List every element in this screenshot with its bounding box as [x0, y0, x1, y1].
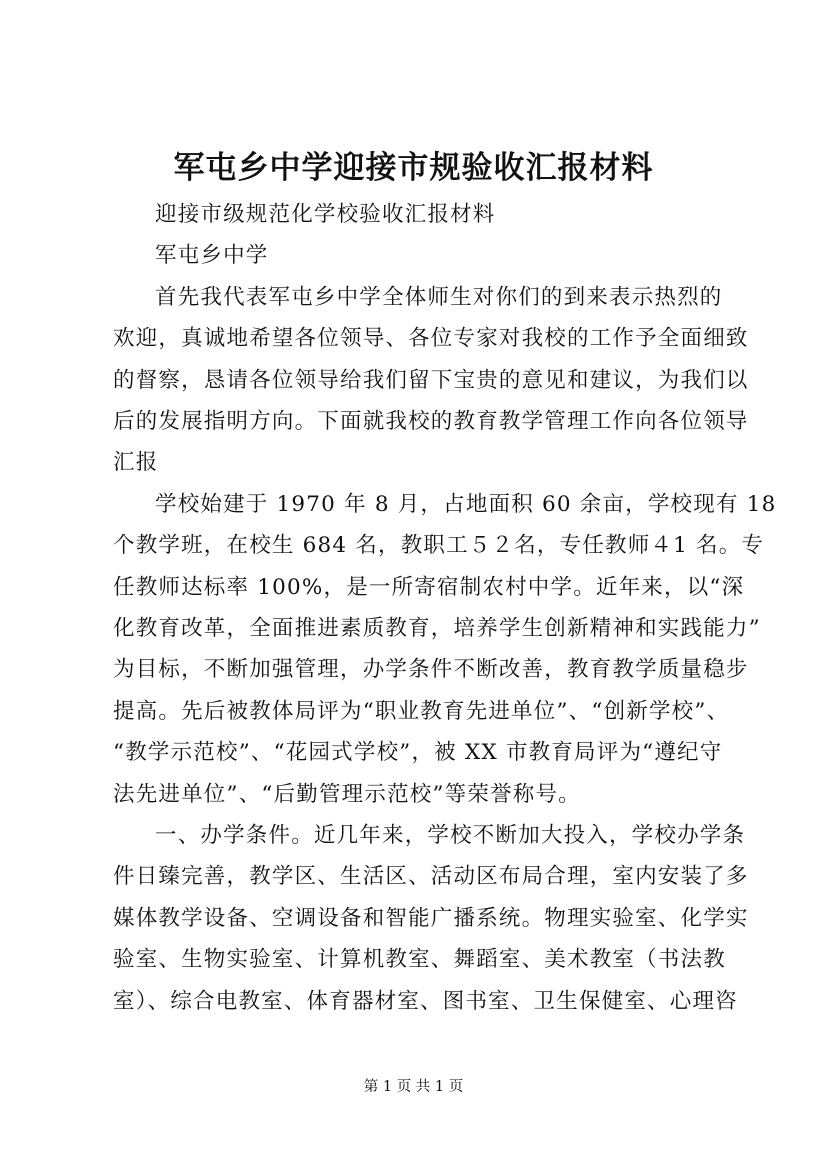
paragraph3-line: 室）、综合电教室、体育器材室、图书室、卫生保健室、心理咨	[113, 989, 738, 1014]
paragraph2-line: 任教师达标率 100%，是一所寄宿制农村中学。近年来，以“深	[113, 575, 745, 600]
document-title: 军屯乡中学迎接市规验收汇报材料	[173, 150, 654, 186]
subtitle-line: 迎接市级规范化学校验收汇报材料	[155, 202, 496, 227]
paragraph2-line: 为目标，不断加强管理，办学条件不断改善，教育教学质量稳步	[113, 657, 749, 682]
paragraph2-line: 个教学班，在校生 684 名，教职工５２名，专任教师４1 名。专	[113, 533, 765, 558]
page-footer: 第 1 页 共 1 页	[363, 1079, 464, 1095]
paragraph2-line: 学校始建于 1970 年 8 月，占地面积 60 余亩，学校现有 18	[155, 492, 777, 517]
paragraph3-line: 一、办学条件。近几年来，学校不断加大投入，学校办学条	[155, 823, 746, 848]
paragraph2-line: 法先进单位”、“后勤管理示范校”等荣誉称号。	[113, 782, 581, 807]
paragraph3-line: 验室、生物实验室、计算机教室、舞蹈室、美术教室（书法教	[113, 947, 726, 972]
paragraph3-line: 媒体教学设备、空调设备和智能广播系统。物理实验室、化学实	[113, 906, 749, 931]
paragraph2-line: 化教育改革，全面推进素质教育，培养学生创新精神和实践能力”	[113, 616, 761, 641]
paragraph1-line: 欢迎，真诚地希望各位领导、各位专家对我校的工作予全面细致	[113, 326, 749, 351]
paragraph2-line: “教学示范校”、“花园式学校”，被 XX 市教育局评为“遵纪守	[113, 740, 723, 765]
paragraph3-line: 件日臻完善，教学区、生活区、活动区布局合理，室内安装了多	[113, 864, 749, 889]
paragraph1-line: 的督察，恳请各位领导给我们留下宝贵的意见和建议，为我们以	[113, 368, 749, 393]
paragraph1-line: 首先我代表军屯乡中学全体师生对你们的到来表示热烈的	[155, 285, 723, 310]
paragraph2-line: 提高。先后被教体局评为“职业教育先进单位”、“创新学校”、	[113, 699, 730, 724]
paragraph1-line: 后的发展指明方向。下面就我校的教育教学管理工作向各位领导	[113, 409, 749, 434]
paragraph1-line: 汇报	[113, 450, 159, 475]
school-name-line: 军屯乡中学	[155, 243, 269, 268]
